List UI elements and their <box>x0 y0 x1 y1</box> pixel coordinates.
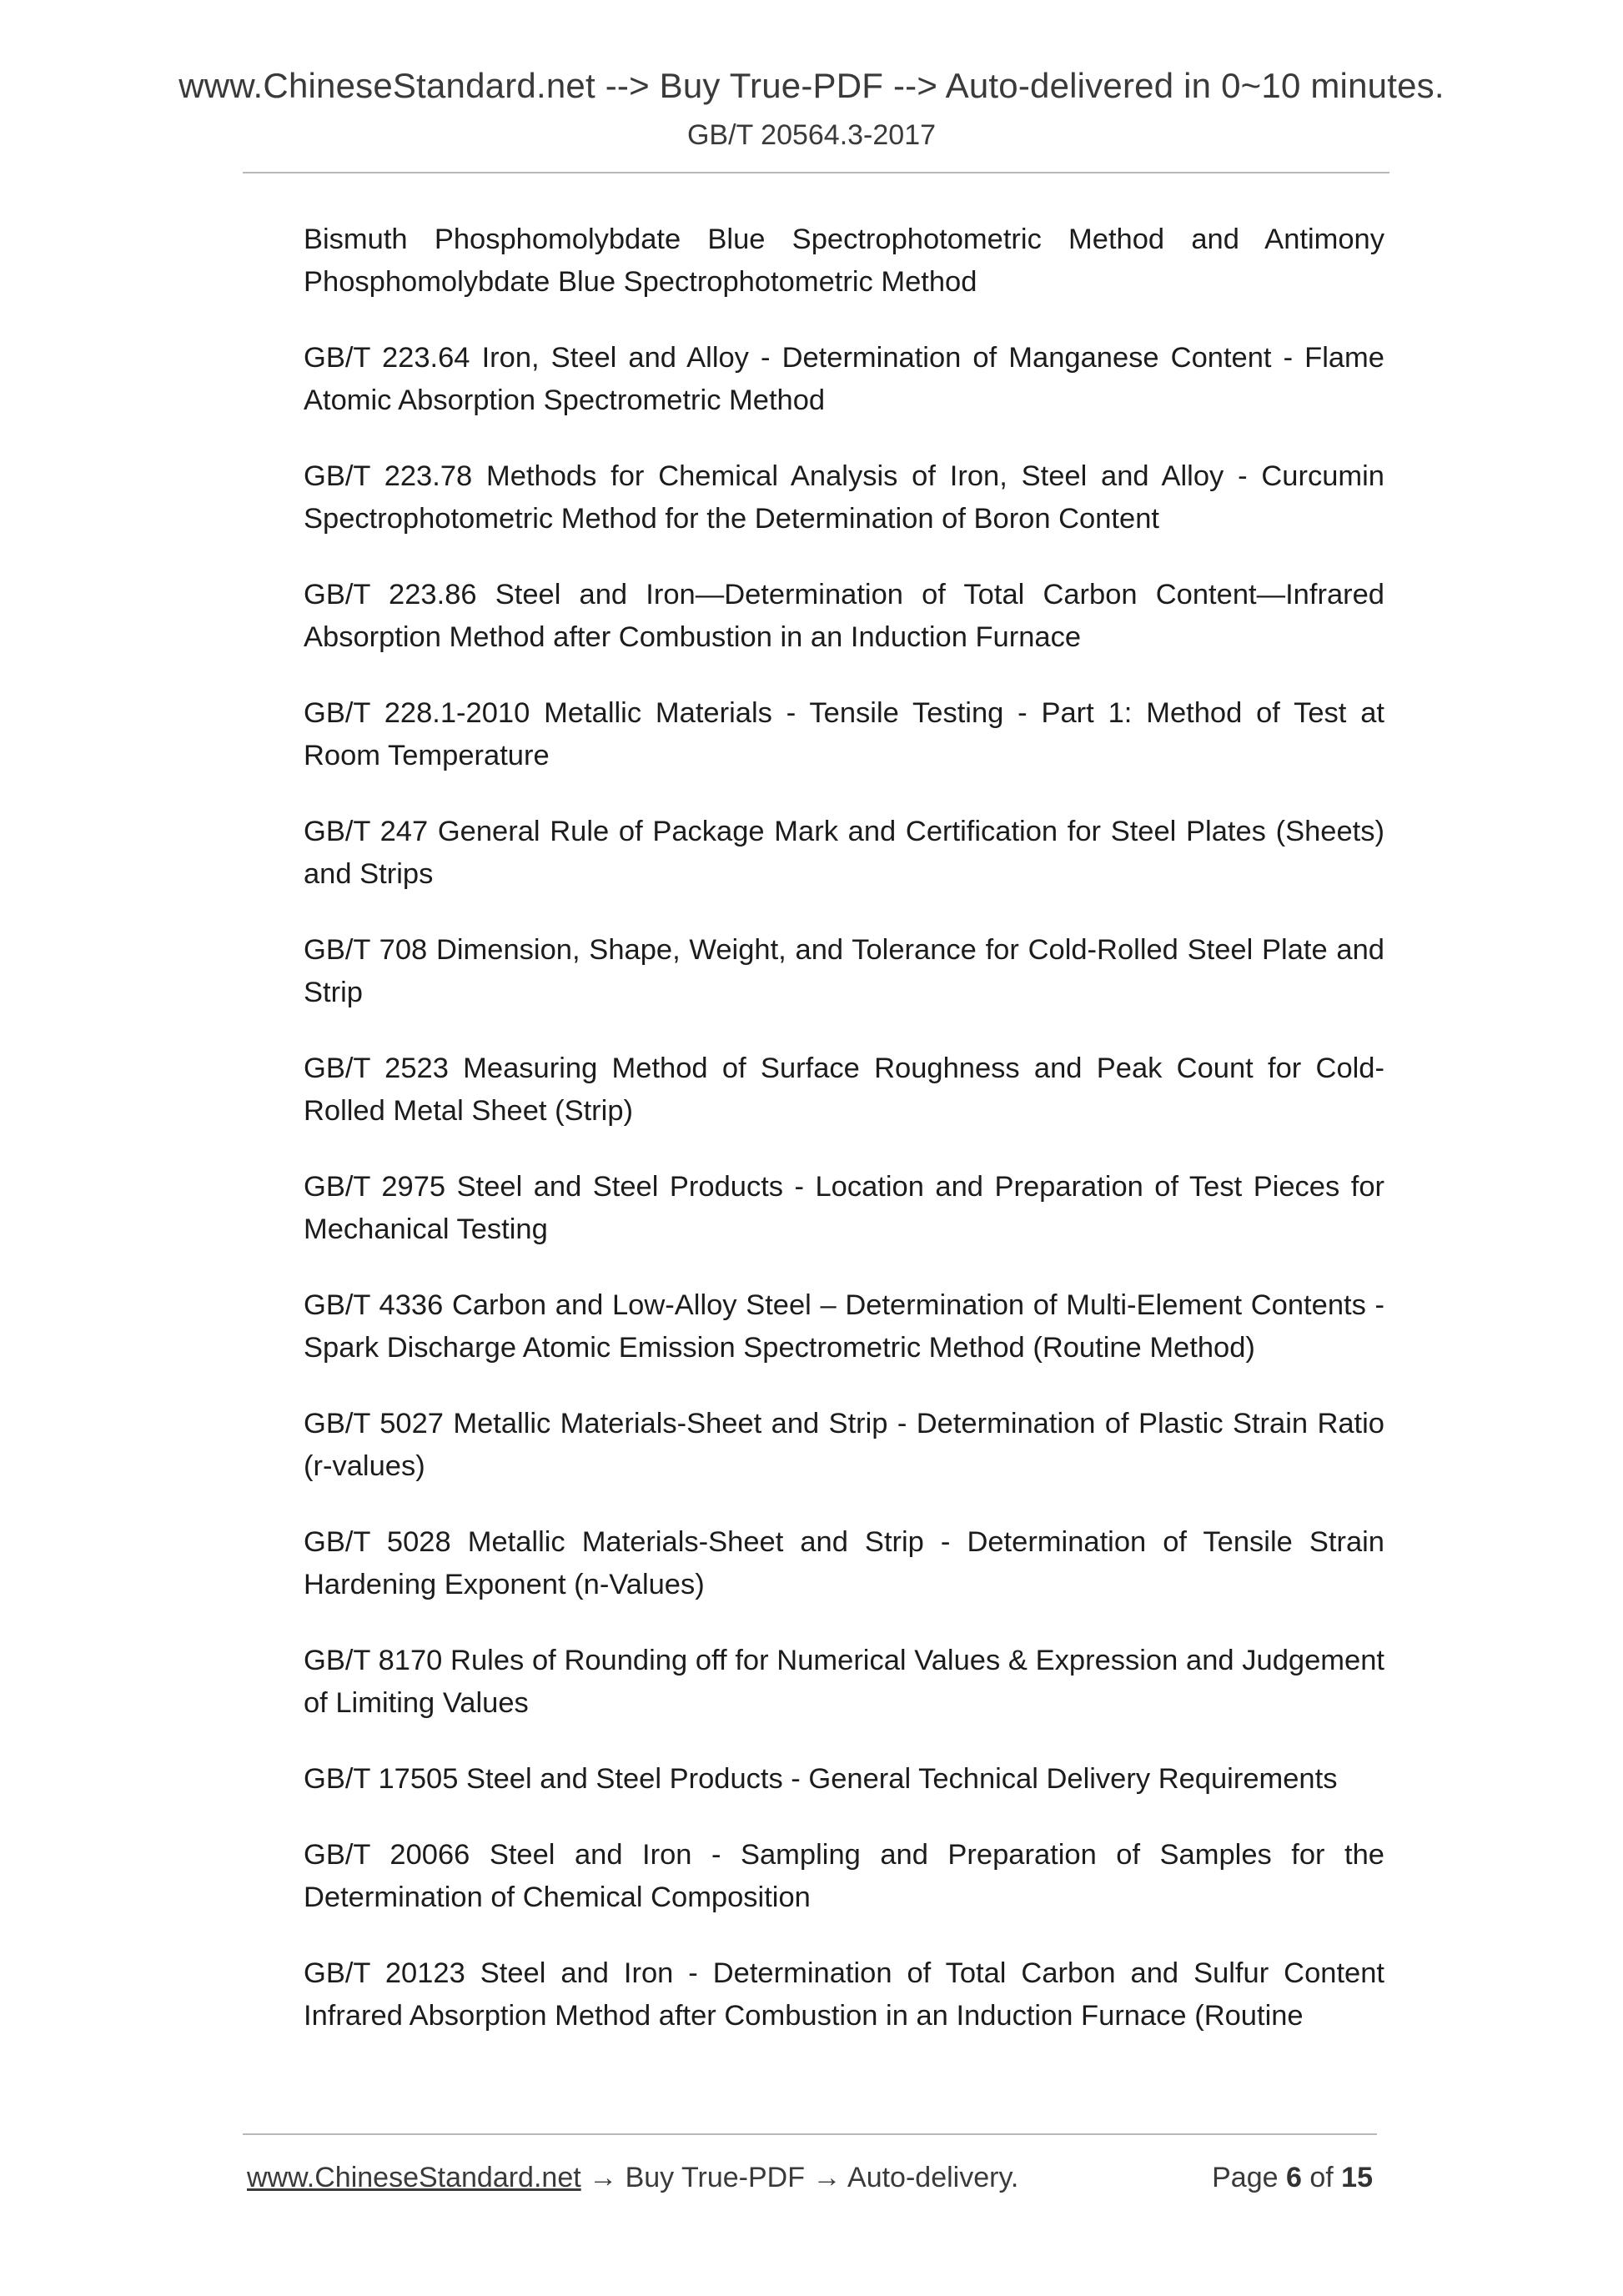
arrow-icon: → <box>812 2162 842 2193</box>
reference-item: GB/T 8170 Rules of Rounding off for Numerical Values & Expression and Judgement of Limiting Values <box>304 1645 1384 1719</box>
doc-number: GB/T 20564.3-2017 <box>686 119 937 151</box>
header-divider <box>243 172 1389 173</box>
delivery-text: Auto-delivery. <box>847 2162 1019 2193</box>
reference-item: GB/T 20123 Steel and Iron - Determination of Total Carbon and Sulfur Content Infrared Absorption Method after Combustion in an Induction Furnace (Routine <box>304 1957 1384 2032</box>
reference-item: Bismuth Phosphomolybdate Blue Spectrophotometric Method and Antimony Phosphomolybdate Blue Spectrophotometric Method <box>304 224 1384 298</box>
reference-item: GB/T 708 Dimension, Shape, Weight, and Tolerance for Cold-Rolled Steel Plate and Strip <box>304 934 1384 1008</box>
of-label: of <box>1309 2162 1334 2193</box>
site-link[interactable]: www.ChineseStandard.net <box>247 2162 581 2193</box>
page-counter <box>1212 2157 1373 2198</box>
reference-item: GB/T 2975 Steel and Steel Products - Location and Preparation of Test Pieces for Mechanical Testing <box>304 1171 1384 1245</box>
reference-item: GB/T 247 General Rule of Package Mark and Certification for Steel Plates (Sheets) and Strips <box>304 816 1384 890</box>
footer-promo <box>247 2157 1018 2198</box>
reference-item: GB/T 20066 Steel and Iron - Sampling and Preparation of Samples for the Determination of Chemical Composition <box>304 1839 1384 1913</box>
page-footer <box>247 2157 1381 2198</box>
footer-divider <box>243 2133 1377 2135</box>
reference-item: GB/T 4336 Carbon and Low-Alloy Steel – Determination of Multi-Element Contents -Spark Discharge Atomic Emission Spectrometric Method (Routine Method) <box>304 1289 1384 1364</box>
reference-item: GB/T 223.64 Iron, Steel and Alloy - Determination of Manganese Content - Flame Atomic Absorption Spectrometric Method <box>304 342 1384 416</box>
total-pages: 15 <box>1341 2162 1373 2193</box>
page-number: 6 <box>1285 2162 1302 2193</box>
reference-item: GB/T 223.86 Steel and Iron—Determination of Total Carbon Content—Infrared Absorption Method after Combustion in an Induction Furnace <box>304 579 1384 653</box>
arrow-icon: → <box>589 2162 618 2193</box>
reference-item: GB/T 228.1-2010 Metallic Materials - Tensile Testing - Part 1: Method of Test at Room Temperature <box>304 697 1384 771</box>
header-banner: www.ChineseStandard.net --> Buy True-PDF --> Auto-delivered in 0~10 minutes. <box>178 66 1445 105</box>
reference-item: GB/T 223.78 Methods for Chemical Analysis of Iron, Steel and Alloy - Curcumin Spectrophotometric Method for the Determination of Boron Content <box>304 460 1384 535</box>
normative-references-list <box>304 219 1384 2071</box>
reference-item: GB/T 17505 Steel and Steel Products - General Technical Delivery Requirements <box>304 1763 1338 1795</box>
buy-text: Buy True-PDF <box>625 2162 805 2193</box>
reference-item: GB/T 5027 Metallic Materials-Sheet and Strip - Determination of Plastic Strain Ratio (r-values) <box>304 1408 1384 1482</box>
reference-item: GB/T 5028 Metallic Materials-Sheet and Strip - Determination of Tensile Strain Hardening Exponent (n-Values) <box>304 1526 1384 1600</box>
page-label: Page <box>1212 2162 1279 2193</box>
reference-item: GB/T 2523 Measuring Method of Surface Roughness and Peak Count for Cold-Rolled Metal Sheet (Strip) <box>304 1053 1384 1127</box>
